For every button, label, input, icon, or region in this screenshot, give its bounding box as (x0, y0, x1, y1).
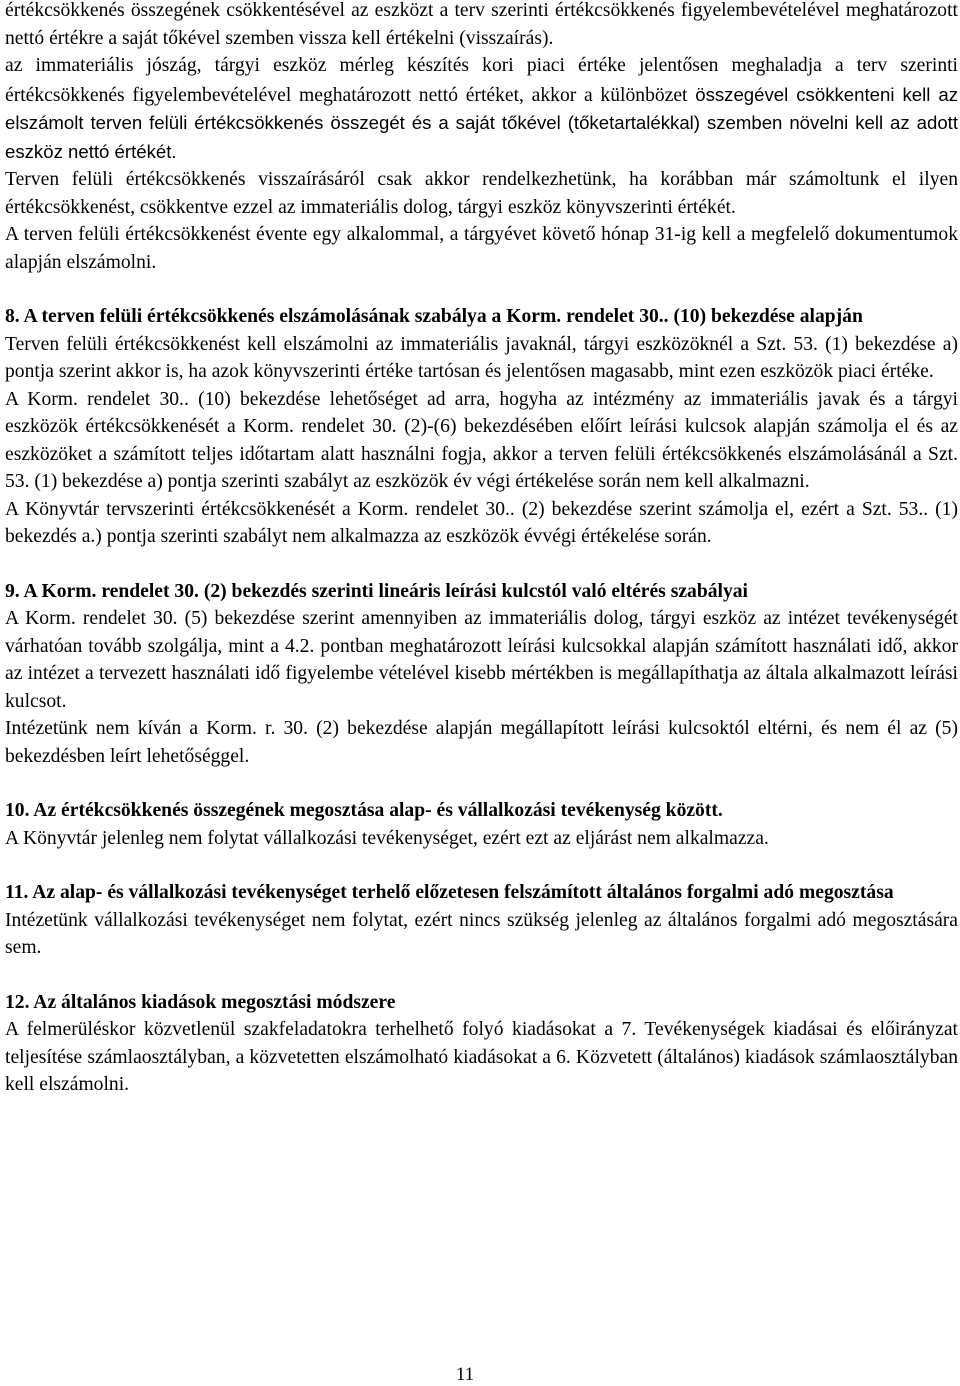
section-8 (5, 303, 958, 551)
intro-paragraph-2-text-b: összegével csökkenteni kell az elszámolt terven felüli értékcsökkenés összegét és a saját tőkével (tőketartalékkal) szemben növelni kell az adott eszköz nettó értékét. (5, 83, 958, 162)
section-8-paragraph-2: A Korm. rendelet 30.. (10) bekezdése lehetőséget ad arra, hogyha az intézmény az immateriális javak és a tárgyi eszközök értékcsökkenését a Korm. rendelet 30. (2)-(6) bekezdésében előírt leírási kulcsok alapján számolja el és az eszközöket a számított teljes időtartam alatt használni fogja, akkor a terven felüli értékcsökkenés elszámolásánál a Szt. 53. (1) bekezdése a) pontja szerinti szabályt az eszközök év végi értékelése során nem kell alkalmazni. (5, 388, 958, 492)
section-gap (5, 551, 958, 578)
section-8-paragraph-1: Terven felüli értékcsökkenést kell elszámolni az immateriális javaknál, tárgyi eszközöknél a Szt. 53. (1) bekezdése a) pontja szerint akkor is, ha azok könyvszerinti értéke tartósan és jelentősen magasabb, mint ezen eszközök piaci értéke. (5, 333, 958, 382)
intro-paragraph-3: Terven felüli értékcsökkenés visszaírásáról csak akkor rendelkezhetünk, ha korábban már számoltunk el ilyen értékcsökkenést, csökkentve ezzel az immateriális dolog, tárgyi eszköz könyvszerinti értékét. (5, 169, 958, 218)
section-8-heading: 8. A terven felüli értékcsökkenés elszámolásának szabálya a Korm. rendelet 30.. (10) bekezdése alapján (5, 306, 863, 327)
section-gap (5, 770, 958, 797)
intro-paragraph-2 (5, 52, 958, 166)
page-number: 11 (455, 1364, 475, 1385)
section-9-paragraph-2: Intézetünk nem kíván a Korm. r. 30. (2) bekezdése alapján megállapított leírási kulcsoktól eltérni, és nem él az (5) bekezdésben leírt lehetőséggel. (5, 718, 958, 767)
section-10-heading: 10. Az értékcsökkenés összegének megosztása alap- és vállalkozási tevékenység között. (5, 800, 723, 821)
section-9-heading: 9. A Korm. rendelet 30. (2) bekezdés szerinti lineáris leírási kulcstól való eltérés szabályai (5, 580, 749, 602)
section-9 (5, 578, 958, 771)
section-12-heading: 12. Az általános kiadások megosztási módszere (5, 991, 396, 1013)
section-11 (5, 879, 958, 962)
section-11-paragraph-1: Intézetünk vállalkozási tevékenységet nem folytat, ezért nincs szükség jelenleg az általános forgalmi adó megosztására sem. (5, 909, 958, 958)
section-9-paragraph-1: A Korm. rendelet 30. (5) bekezdése szerint amennyiben az immateriális dolog, tárgyi eszköz az intézet tevékenységét várhatóan tovább szolgálja, mint a 4.2. pontban meghatározott leírási kulcsokkal alapján számított használati idő, akkor az intézet a tervezett használati idő figyelembe vételével kisebb mértékben is megállapíthatja az általa alkalmazott leírási kulcsot. (5, 608, 958, 712)
section-12 (5, 989, 958, 1099)
section-gap (5, 962, 958, 989)
section-gap (5, 852, 958, 879)
section-gap (5, 276, 958, 303)
section-11-heading: 11. Az alap- és vállalkozási tevékenységet terhelő előzetesen felszámított általános forgalmi adó megosztása (5, 882, 894, 903)
document-page (5, 0, 958, 1099)
section-10-paragraph-1: A Könyvtár jelenleg nem folytat vállalkozási tevékenységet, ezért ezt az eljárást nem alkalmazza. (5, 827, 769, 849)
section-12-paragraph-1: A felmerüléskor közvetlenül szakfeladatokra terhelhető folyó kiadásokat a 7. Tevékenységek kiadásai és előirányzat teljesítése számlaosztályban, a közvetetten elszámolható kiadásokat a 6. Közvetett (általános) kiadások számlaosztályban kell elszámolni. (5, 1019, 958, 1095)
intro-paragraph-1: értékcsökkenés összegének csökkentésével az eszközt a terv szerinti értékcsökkenés figyelembevételével meghatározott nettó értékre a saját tőkével szemben vissza kell értékelni (visszaírás). (5, 0, 958, 49)
intro-paragraph-2-text-a: az immateriális jószág, tárgyi eszköz mérleg készítés kori piaci értéke jelentősen meghaladja a terv szerinti értékcsökkenés figyelembevételével meghatározott nettó értéket, akkor a különbözet (5, 55, 958, 106)
intro-paragraph-4: A terven felüli értékcsökkenést évente egy alkalommal, a tárgyévet követő hónap 31-ig kell a megfelelő dokumentumok alapján elszámolni. (5, 224, 958, 273)
section-8-paragraph-3: A Könyvtár tervszerinti értékcsökkenését a Korm. rendelet 30.. (2) bekezdése szerint számolja el, ezért a Szt. 53.. (1) bekezdés a.) pontja szerinti szabályt nem alkalmazza az eszközök évvégi értékelése során. (5, 498, 958, 547)
section-10 (5, 797, 958, 852)
